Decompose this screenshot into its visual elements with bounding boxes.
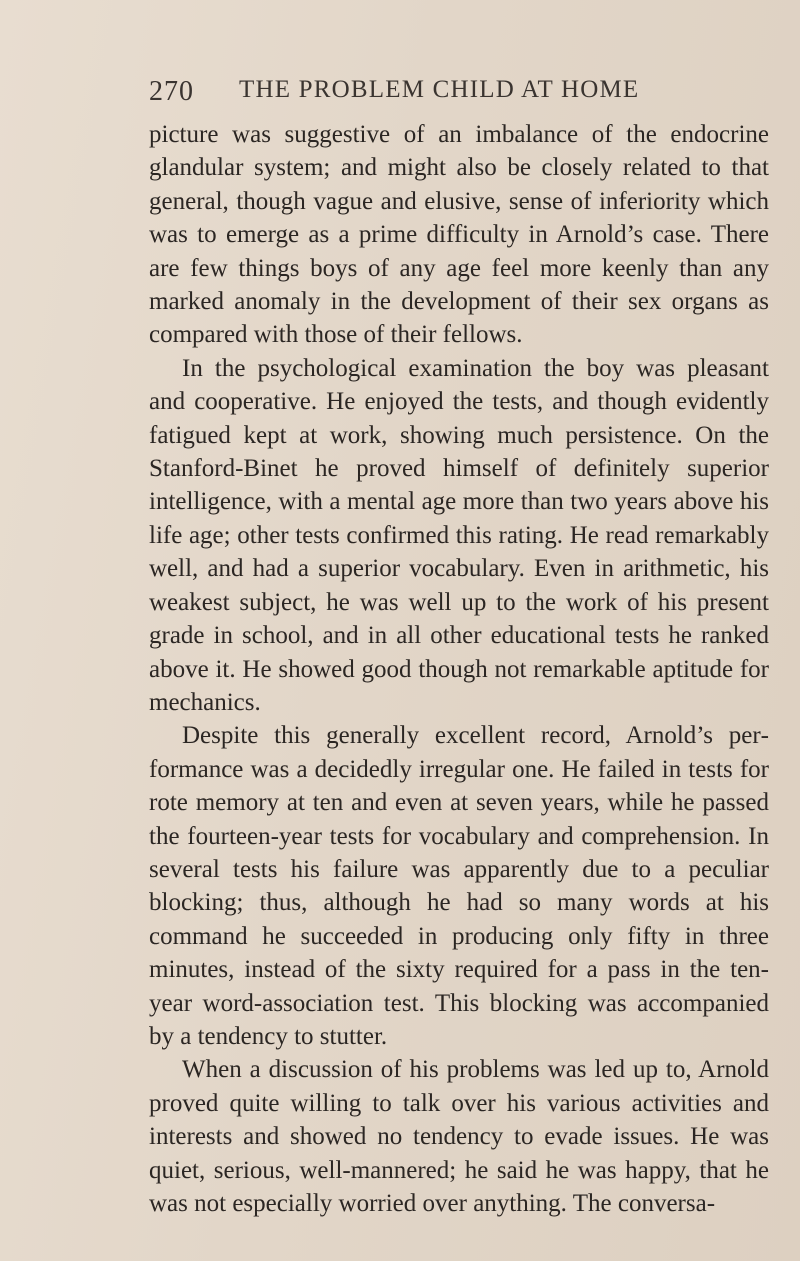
paragraph-psychological-examination: In the psychological examination the boy was pleasant and cooperative. He enjoyed the tests, and though evidently fatigued kept at work, showing much persistence. On the Stanford-Binet he proved himself of definitely superior intelligence, with a mental age more than two years above his life age; other tests confirmed this rating. He read remarkably well, and had a superior vocabulary. Even in arithmetic, his weakest subject, he was well up to the work of his present grade in school, and in all other educational tests he ranked above it. He showed good though not remarkable aptitude for mechanics. — [149, 354, 769, 716]
paragraph-continued: picture was suggestive of an imbalance of the endocrine glandular system; and might also be closely related to that general, though vague and elusive, sense of inferiority which was to emerge as a prime difficulty in Arnold’s case. There are few things boys of any age feel more keenly than any marked anomaly in the development of their sex organs as compared with those of their fellows. — [149, 121, 769, 349]
running-title: THE PROBLEM CHILD AT HOME — [239, 76, 640, 103]
page-number: 270 — [149, 76, 194, 107]
running-head — [149, 76, 769, 116]
paragraph-irregular-performance: Despite this generally excellent record, Arnold’s performance was a decidedly irregular one. He failed in tests for rote memory at ten and even at seven years, while he passed the fourteen-year tests for vocabulary and comprehension. In several tests his failure was apparently due to a peculiar blocking; thus, although he had so many words at his command he succeeded in producing only fifty in three minutes, instead of the sixty required for a pass in the ten-year word-association test. This blocking was accompanied by a tendency to stutter. — [149, 722, 769, 1050]
body-text — [149, 118, 769, 1220]
paragraph-discussion: When a discussion of his problems was led up to, Arnold proved quite willing to talk over his various activities and interests and showed no tendency to evade issues. He was quiet, serious, well-mannered; he said he was happy, that he was not especially worried over anything. The conversa- — [149, 1056, 769, 1217]
